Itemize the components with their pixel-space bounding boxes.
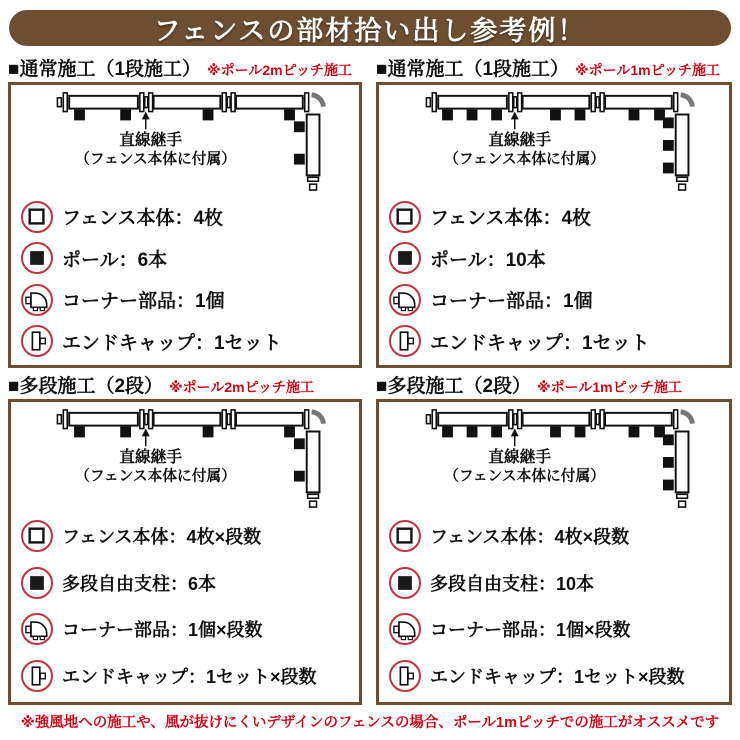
page-title: フェンスの部材拾い出し参考例！ [153,15,587,46]
part-label: エンドキャップ：1セット [430,332,650,354]
page-title-banner [9,10,731,46]
list-item [389,660,725,692]
end-cap-icon [389,660,421,692]
parts-list [11,194,359,366]
fence-panel-icon [389,520,421,552]
joint-label-line1: 直線継手 [488,448,552,466]
corner-part-shape [681,412,693,424]
panel-multitier-1m-pitch [376,371,732,705]
part-label: 多段自由支柱：10本 [430,573,595,594]
list-item [21,201,355,233]
panel-heading: ■通常施工（1段施工） [8,59,202,80]
panel-pitch-note: ※ポール1mピッチ施工 [537,379,683,395]
arrow-up-icon [511,112,519,120]
part-label: フェンス本体：4枚 [62,208,224,230]
part-label: コーナー部品：1個 [62,291,225,313]
fence-layout-diagram-1m [379,405,729,511]
list-item [389,201,725,233]
end-cap-icon [21,660,53,692]
part-label: フェンス本体：4枚×段数 [430,527,630,548]
footer-recommendation-note: ※強風地への施工や、風が抜けにくいデザインのフェンスの場合、ポール1mピッチでの施工がオススメです [20,715,720,731]
fence-layout-diagram-2m [11,405,359,511]
panel-heading: ■通常施工（1段施工） [376,59,570,80]
part-label: エンドキャップ：1セット [62,332,282,354]
part-label: フェンス本体：4枚×段数 [62,527,262,548]
corner-part-shape [312,412,324,424]
joint-label-line1: 直線継手 [119,448,183,466]
part-label: エンドキャップ：1セット×段数 [62,666,317,687]
panel-header [376,54,732,82]
end-cap-icon [389,325,421,357]
list-item [21,325,355,357]
part-label: 多段自由支柱：6本 [62,573,217,594]
fence-panel-icon [21,201,53,233]
corner-part-shape [681,95,693,107]
arrow-up-icon [142,429,150,437]
panel-box [376,82,732,368]
list-item [389,242,725,274]
list-item [21,520,355,552]
list-item [21,660,355,692]
corner-part-icon [21,284,53,316]
end-bracket-left [57,410,67,429]
end-cap-bottom [308,494,319,507]
panel-multitier-2m-pitch [8,371,362,705]
joint-label-line2: （フェンス本体に付属） [444,468,605,485]
parts-list [379,194,729,366]
list-item [389,325,725,357]
panel-box [8,82,362,368]
panel-pitch-note: ※ポール2mピッチ施工 [169,379,315,395]
arrow-up-icon [511,429,519,437]
fence-layout-diagram-2m [11,88,359,194]
corner-part-icon [21,613,53,645]
pole-icon [389,242,421,274]
joint-label-line2: （フェンス本体に付属） [75,468,236,485]
pole-icon [389,567,421,599]
part-label: コーナー部品：1個×段数 [430,620,631,641]
pole-icon [21,242,53,274]
list-item [389,520,725,552]
fence-panel-icon [21,520,53,552]
end-cap-icon [21,325,53,357]
parts-list [379,511,729,703]
arrow-up-icon [142,112,150,120]
end-bracket-left [57,93,67,112]
list-item [389,567,725,599]
panel-header [8,371,362,399]
part-label: エンドキャップ：1セット×段数 [430,666,685,687]
corner-part-icon [389,613,421,645]
fence-layout-diagram-1m [379,88,729,194]
joint-label-line2: （フェンス本体に付属） [444,151,605,168]
panel-header [8,54,362,82]
part-label: ポール：10本 [430,249,546,271]
pole-icon [21,567,53,599]
panel-heading: ■多段施工（2段） [376,376,532,397]
panel-heading: ■多段施工（2段） [8,376,164,397]
panel-box [376,399,732,705]
end-cap-bottom [677,494,688,507]
end-bracket-left [426,93,436,112]
end-cap-bottom [308,177,319,190]
part-label: コーナー部品：1個×段数 [62,620,263,641]
panel-normal-2m-pitch [8,54,362,368]
list-item [21,567,355,599]
panel-normal-1m-pitch [376,54,732,368]
list-item [389,284,725,316]
part-label: フェンス本体：4枚 [430,208,592,230]
parts-list [11,511,359,703]
panel-header [376,371,732,399]
joint-label-line1: 直線継手 [488,131,552,149]
end-bracket-left [426,410,436,429]
part-label: ポール：6本 [62,249,168,271]
part-label: コーナー部品：1個 [430,291,593,313]
joint-label-line1: 直線継手 [119,131,183,149]
joint-label-line2: （フェンス本体に付属） [75,151,236,168]
list-item [389,613,725,645]
panel-pitch-note: ※ポール1mピッチ施工 [575,62,721,78]
list-item [21,242,355,274]
corner-part-icon [389,284,421,316]
end-cap-bottom [677,177,688,190]
fence-panel-icon [389,201,421,233]
corner-part-shape [312,95,324,107]
panel-box [8,399,362,705]
panel-pitch-note: ※ポール2mピッチ施工 [207,62,353,78]
list-item [21,284,355,316]
list-item [21,613,355,645]
